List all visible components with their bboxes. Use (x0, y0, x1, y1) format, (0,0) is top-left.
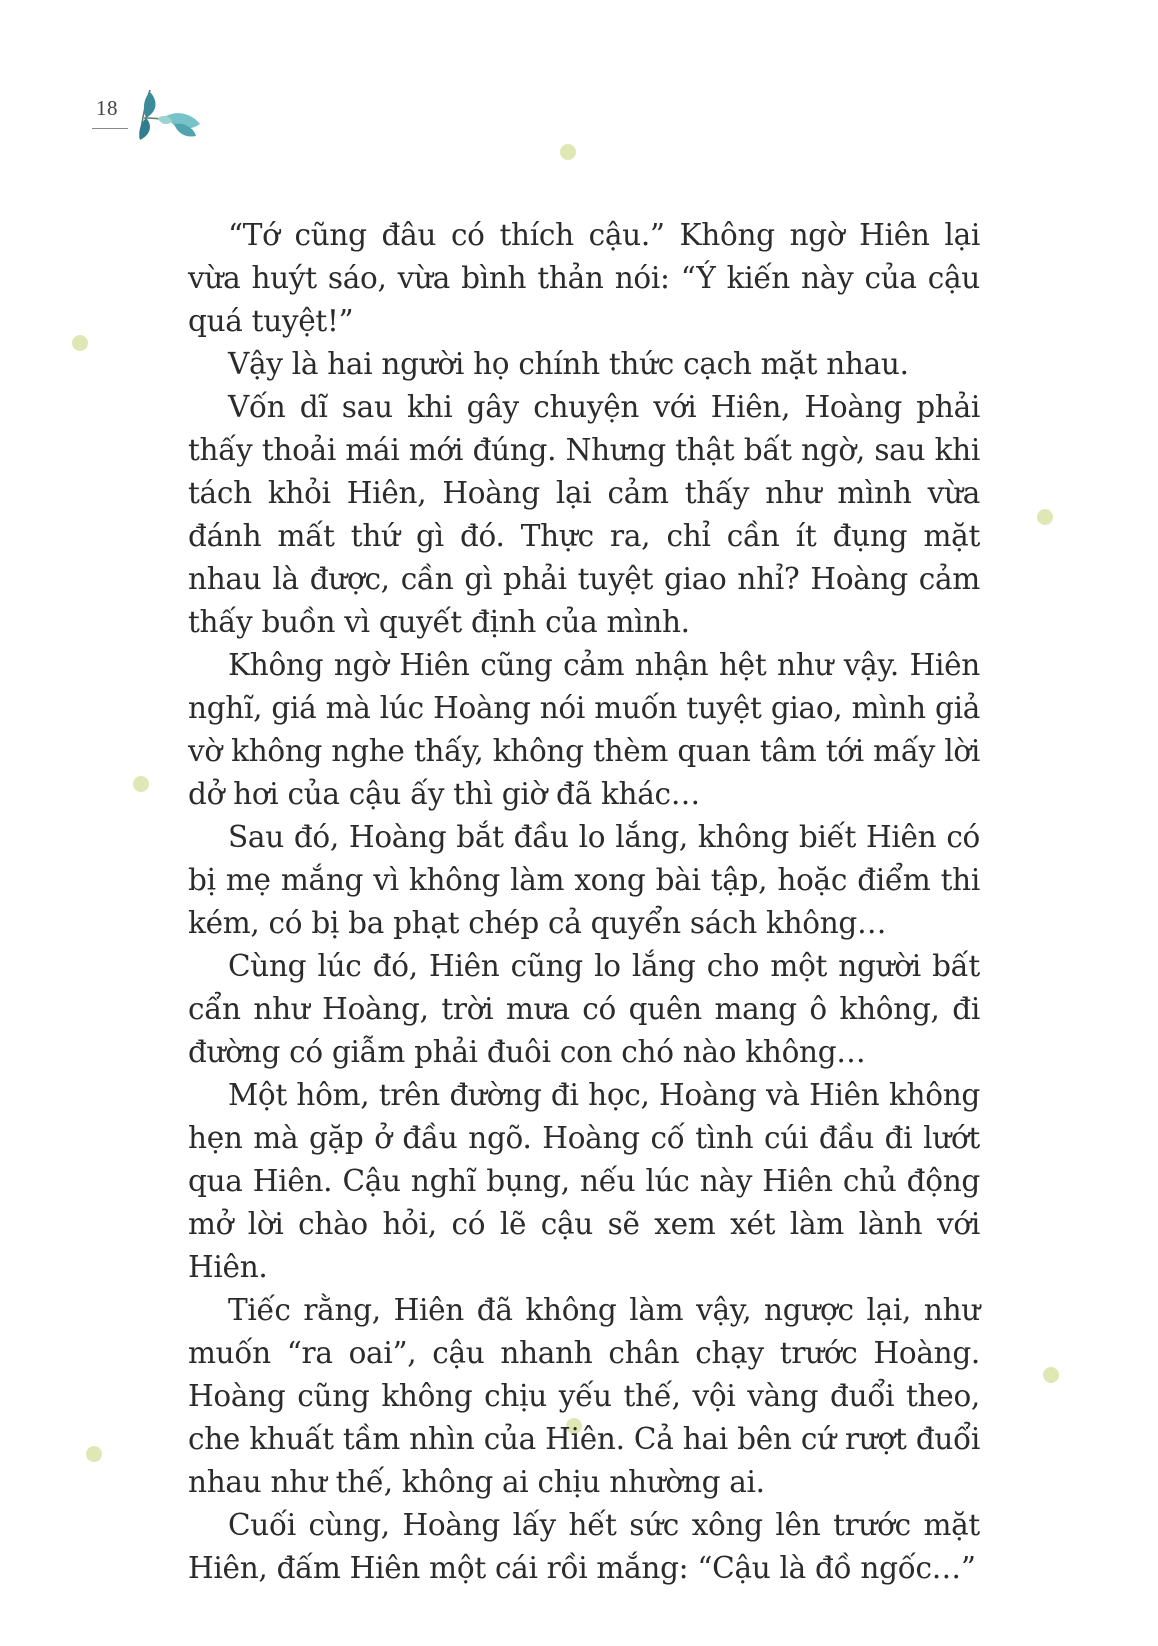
paragraph: Tiếc rằng, Hiên đã không làm vậy, ngược lại, như muốn “ra oai”, cậu nhanh chân chạy trước Hoàng. Hoàng cũng không chịu yếu thế, vội vàng đuổi theo, che khuất tầm nhìn của Hiên. Cả hai bên cứ rượt đuổi nhau như thế, không ai chịu nhường ai. (188, 1293, 980, 1499)
page-number: 18 (96, 96, 118, 120)
paragraph: Vậy là hai người họ chính thức cạch mặt nhau. (228, 347, 909, 381)
leaf-branch-icon (134, 88, 206, 148)
paragraph: Vốn dĩ sau khi gây chuyện với Hiên, Hoàng phải thấy thoải mái mới đúng. Nhưng thật bất ngờ, sau khi tách khỏi Hiên, Hoàng lại cảm thấy như mình vừa đánh mất thứ gì đó. Thực ra, chỉ cần ít đụng mặt nhau là được, cần gì phải tuyệt giao nhỉ? Hoàng cảm thấy buồn vì quyết định của mình. (188, 390, 980, 639)
paragraph: Cùng lúc đó, Hiên cũng lo lắng cho một người bất cẩn như Hoàng, trời mưa có quên mang ô không, đi đường có giẫm phải đuôi con chó nào không… (188, 949, 980, 1069)
page-number-underline (92, 128, 128, 129)
decorative-dot (1043, 1367, 1059, 1383)
paragraph: Cuối cùng, Hoàng lấy hết sức xông lên trước mặt Hiên, đấm Hiên một cái rồi mắng: “Cậu là đồ ngốc…” (188, 1508, 980, 1585)
paragraph: Một hôm, trên đường đi học, Hoàng và Hiên không hẹn mà gặp ở đầu ngõ. Hoàng cố tình cúi đầu đi lướt qua Hiên. Cậu nghĩ bụng, nếu lúc này Hiên chủ động mở lời chào hỏi, có lẽ cậu sẽ xem xét làm lành với Hiên. (188, 1078, 980, 1284)
story-text (188, 214, 980, 1590)
decorative-dot (1037, 509, 1053, 525)
decorative-dot (86, 1446, 102, 1462)
decorative-dot (133, 776, 149, 792)
decorative-dot (560, 144, 576, 160)
decorative-dot (72, 335, 88, 351)
paragraph: Sau đó, Hoàng bắt đầu lo lắng, không biết Hiên có bị mẹ mắng vì không làm xong bài tập, hoặc điểm thi kém, có bị ba phạt chép cả quyển sách không… (188, 820, 980, 940)
paragraph: “Tớ cũng đâu có thích cậu.” Không ngờ Hiên lại vừa huýt sáo, vừa bình thản nói: “Ý kiến này của cậu quá tuyệt!” (188, 218, 980, 338)
paragraph: Không ngờ Hiên cũng cảm nhận hệt như vậy. Hiên nghĩ, giá mà lúc Hoàng nói muốn tuyệt giao, mình giả vờ không nghe thấy, không thèm quan tâm tới mấy lời dở hơi của cậu ấy thì giờ đã khác… (188, 648, 980, 811)
